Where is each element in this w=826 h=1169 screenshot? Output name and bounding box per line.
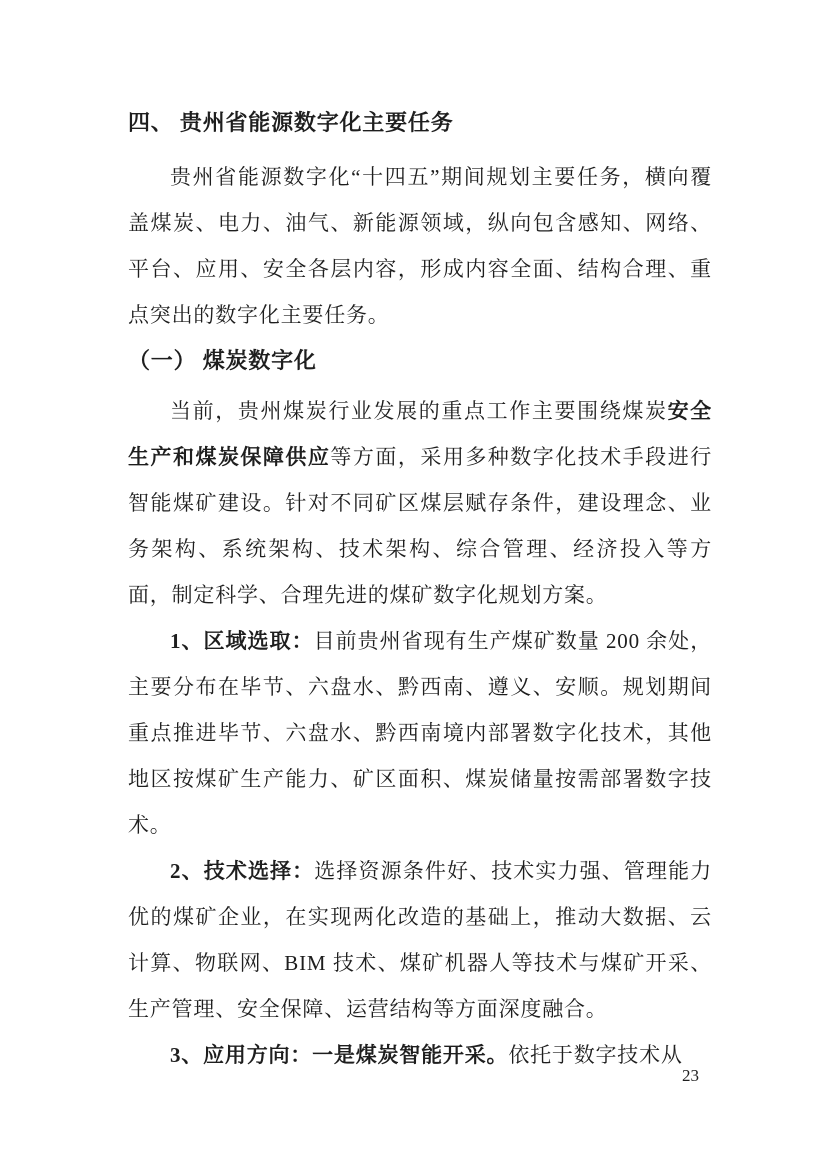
paragraph-item-3-application bbox=[128, 1032, 712, 1078]
text-run: 当前，贵州煤炭行业发展的重点工作主要围绕煤炭 bbox=[170, 399, 668, 423]
text-run: 目前贵州省现有生产煤矿数量 200 余处，主要分布在毕节、六盘水、黔西南、遵义、安顺。规划期间重点推进毕节、六盘水、黔西南境内部署数字化技术，其他地区按煤矿生产能力、矿区面积、煤炭储量按需部署数字技术。 bbox=[128, 629, 712, 837]
paragraph-coal-overview bbox=[128, 388, 712, 618]
text-run-bold: 3、应用方向：一是煤炭智能开采。 bbox=[170, 1043, 509, 1067]
document-content bbox=[128, 100, 712, 1078]
text-run: 贵州省能源数字化“十四五”期间规划主要任务，横向覆盖煤炭、电力、油气、新能源领域，纵向包含感知、网络、平台、应用、安全各层内容，形成内容全面、结构合理、重点突出的数字化主要任务。 bbox=[128, 165, 712, 327]
paragraph-item-2-technology bbox=[128, 848, 712, 1032]
subsection-heading: （一） 煤炭数字化 bbox=[128, 348, 317, 373]
text-run: 等方面，采用多种数字化技术手段进行智能煤矿建设。针对不同矿区煤层赋存条件，建设理念、业务架构、系统架构、技术架构、综合管理、经济投入等方面，制定科学、合理先进的煤矿数字化规划方案。 bbox=[128, 445, 712, 607]
text-run-bold: 1、区域选取： bbox=[170, 629, 314, 653]
text-run-bold: 安全生产和煤炭保障供应 bbox=[128, 399, 712, 469]
text-run-bold: 2、技术选择： bbox=[170, 859, 315, 883]
paragraph-item-1-region bbox=[128, 618, 712, 848]
page-number: 23 bbox=[682, 1066, 699, 1085]
paragraph-intro bbox=[128, 154, 712, 338]
text-run: 依托于数字技术从 bbox=[508, 1043, 683, 1067]
text-run: 选择资源条件好、技术实力强、管理能力优的煤矿企业，在实现两化改造的基础上，推动大数据、云计算、物联网、BIM 技术、煤矿机器人等技术与煤矿开采、生产管理、安全保障、运营结构等方面深度融合。 bbox=[128, 859, 712, 1021]
section-heading: 四、 贵州省能源数字化主要任务 bbox=[128, 110, 454, 135]
